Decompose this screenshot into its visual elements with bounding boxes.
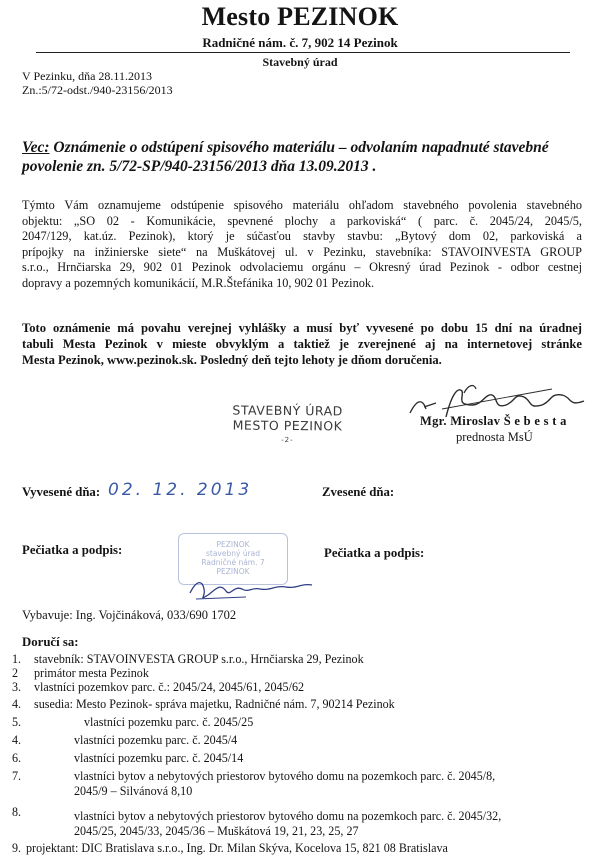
signatory-name: Mgr. Miroslav Š e b e s t a xyxy=(420,414,567,428)
recipient-text: vlastníci pozemku parc. č. 2045/14 xyxy=(74,751,244,765)
recipient-item xyxy=(4,652,584,666)
date-line: V Pezinku, dňa 28.11.2013 xyxy=(22,69,152,83)
recipient-text: vlastníci pozemku parc. č. 2045/4 xyxy=(74,733,238,747)
removed-label: Zvesené dňa: xyxy=(322,485,395,499)
recipient-number: 4. xyxy=(12,697,22,711)
recipient-text: vlastníci bytov a nebytových priestorov bytového domu na pozemkoch parc. č. 2045/32, xyxy=(74,809,502,823)
recipient-number: 5. xyxy=(12,715,22,729)
subject-line-1: Oznámenie o odstúpení spisového materiálu – odvolaním napadnuté stavebné xyxy=(53,139,549,156)
notice-line: Toto oznámenie má povahu verejnej vyhlášky a musí byť vyvesené po dobu 15 dní na úradnej xyxy=(22,321,582,335)
recipient-text: 2045/25, 2045/33, 2045/36 – Muškátová 19, 21, 23, 25, 27 xyxy=(74,824,359,838)
recipient-item xyxy=(4,715,584,733)
posted-date-handwritten: 02. 12. 2013 xyxy=(108,480,253,500)
stamp-line: MESTO PEZINOK xyxy=(232,417,343,434)
body-line: objektu: „SO 02 - Komunikácie, spevnené plochy a parkoviská“ ( parc. č. 2045/24, 2045/5, xyxy=(22,213,582,228)
stamp-line: STAVEBNÝ ÚRAD xyxy=(232,402,343,419)
stamp-number: -2- xyxy=(281,435,294,445)
recipient-item xyxy=(4,841,584,855)
recipient-item xyxy=(4,805,584,841)
body-line: dopravy a pozemných komunikácií, M.R.Štefánika 10, 902 01 Pezinok. xyxy=(22,275,375,290)
seal-label-left: Pečiatka a podpis: xyxy=(22,543,123,557)
recipient-number: 2 xyxy=(12,666,19,680)
seal-label-right: Pečiatka a podpis: xyxy=(324,546,425,560)
recipient-item xyxy=(4,666,584,680)
contact-person: Vybavuje: Ing. Vojčináková, 033/690 1702 xyxy=(22,608,237,622)
recipient-text: 2045/9 – Silvánová 8,10 xyxy=(74,784,193,798)
recipient-item xyxy=(4,751,584,769)
recipients-list xyxy=(4,652,584,855)
body-line: s.r.o., Hrnčiarska 29, 902 01 Pezinok odvolaciemu orgánu – Okresný úrad Pezinok - odbor cestnej xyxy=(22,260,582,274)
faint-stamp-line: PEZINOK xyxy=(216,540,250,549)
body-line: 2047/129, kat.úz. Pezinok), ktorý je súčasťou stavby stavbu: „Bytový dom 02, parkoviská a xyxy=(22,229,582,243)
recipient-number: 6. xyxy=(12,751,22,765)
recipient-number: 3. xyxy=(12,680,22,694)
recipient-item xyxy=(4,769,584,805)
recipient-number: 4. xyxy=(12,733,22,747)
recipients-heading: Doručí sa: xyxy=(22,635,79,649)
subject-line-2: povolenie zn. 5/72-SP/940-23156/2013 dňa 13.09.2013 . xyxy=(22,158,377,175)
recipient-number: 1. xyxy=(12,652,22,666)
posting-signature xyxy=(186,575,346,605)
recipient-text: vlastníci pozemku parc. č. 2045/25 xyxy=(84,715,254,729)
office-stamp xyxy=(220,402,355,448)
body-line: Týmto Vám oznamujeme odstúpenie spisového materiálu ohľadom stavebného povolenia stavebného xyxy=(22,198,582,212)
city-address: Radničné nám. č. 7, 902 14 Pezinok xyxy=(202,35,398,50)
recipient-number: 9. xyxy=(12,841,22,855)
recipient-item xyxy=(4,680,584,697)
signatory-role: prednosta MsÚ xyxy=(456,430,533,444)
notice-line: tabuli Mesta Pezinok v mieste obvyklým a taktiež je zverejnené aj na internetovej stránke xyxy=(22,337,582,351)
city-title: Mesto PEZINOK xyxy=(201,2,399,31)
recipient-text: vlastníci bytov a nebytových priestorov bytového domu na pozemkoch parc. č. 2045/8, xyxy=(74,769,496,783)
recipient-text: primátor mesta Pezinok xyxy=(34,666,149,680)
faint-stamp-line: Radničné nám. 7 xyxy=(201,558,265,567)
body-line: prípojky na inžinierske siete“ na Muškátovej ul. v Pezinku, stavebníka: STAVOINVESTA GROUP xyxy=(22,244,582,259)
faint-stamp-line: stavebný úrad xyxy=(205,549,261,558)
body-paragraph xyxy=(22,198,582,291)
posted-label: Vyvesené dňa: xyxy=(22,485,101,499)
notice-line: Mesta Pezinok, www.pezinok.sk. Posledný deň tejto lehoty je dňom doručenia. xyxy=(22,353,442,367)
public-notice xyxy=(22,320,582,368)
recipient-text: projektant: DIC Bratislava s.r.o., Ing. Dr. Milan Skýva, Kocelova 15, 821 08 Bratislava xyxy=(26,841,448,855)
recipient-text: susedia: Mesto Pezinok- správa majetku, Radničné nám. 7, 90214 Pezinok xyxy=(34,697,395,711)
reference-number: Zn.:5/72-odst./940-23156/2013 xyxy=(22,83,173,97)
recipient-item xyxy=(4,733,584,751)
recipient-item xyxy=(4,697,584,715)
recipient-number: 8. xyxy=(12,805,22,819)
recipient-number: 7. xyxy=(12,769,22,783)
office-name: Stavebný úrad xyxy=(262,55,338,69)
header-divider xyxy=(36,52,570,53)
recipient-text: stavebník: STAVOINVESTA GROUP s.r.o., Hrnčiarska 29, Pezinok xyxy=(34,652,364,666)
subject xyxy=(22,138,582,176)
faint-stamp-line: PEZINOK xyxy=(216,567,250,576)
subject-lead: Vec: xyxy=(22,139,50,156)
recipient-text: vlastníci pozemkov parc. č.: 2045/24, 2045/61, 2045/62 xyxy=(34,680,305,694)
